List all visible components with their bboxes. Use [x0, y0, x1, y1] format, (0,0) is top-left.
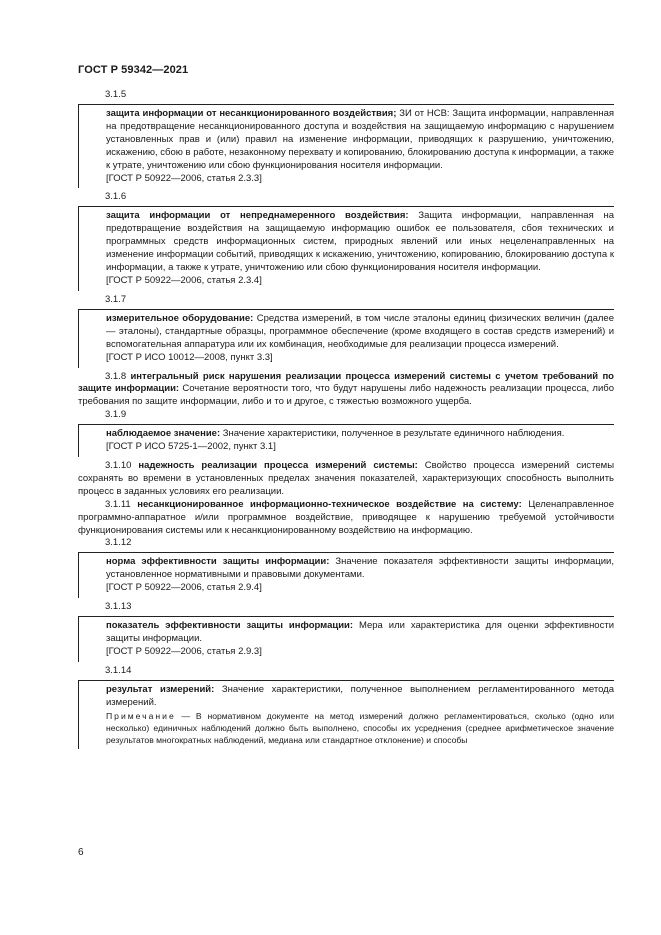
term-note — [106, 710, 614, 746]
term-definition: Свойство процесса измерений системы сохранять во времени в установленных пределах значения показателей, характеризующих способность выполнить процесс в заданных условиях его реализации. — [78, 460, 615, 497]
entry-number: 3.1.11 — [105, 498, 131, 510]
term-title: несанкционированное информационно-техническое воздействие на систему: — [137, 498, 522, 510]
entry-number: 3.1.10 — [105, 460, 132, 472]
term-definition: Сочетание вероятности того, что будут нарушены либо надежность реализации процесса, либо требования по защите информации, либо и то и другое, с тяжестью возможного ущерба. — [78, 383, 614, 408]
term-paragraph-3-1-8 — [78, 371, 614, 410]
term-definition: Защита информации, направленная на предотвращение воздействия на защищаемую информацию ошибок ее пользователя, сбоя технических и программных средств информационных систем, природных явлений или иных нецеленаправленных на изменение информации событий, приводящих к искажению, уничтожению, копированию, блокированию доступа к информации, а также к утрате, уничтожению или сбою функционирования носителя информации. — [106, 210, 614, 274]
term-reference: [ГОСТ Р ИСО 10012—2008, пункт 3.3] — [106, 351, 273, 363]
term-definition: Значение показателя эффективности защиты информации, установленное нормативными и правовыми документами. — [106, 556, 614, 581]
term-title: наблюдаемое значение: — [106, 428, 221, 440]
term-title: защита информации от непреднамеренного воздействия: — [106, 210, 409, 222]
term-box-3-1-12 — [78, 552, 614, 598]
term-definition: ЗИ от НСВ: Защита информации, направленная на предотвращение несанкционированного доступа и воздействия на защищаемую информацию с нарушением установленных прав и (или) правил на изменение информации, приводящих к разрушению, уничтожению, искажению, сбою в работе, незаконному перехвату и копированию, блокированию доступа к информации, а также к утрате, уничтожению или сбою функционирования носителя информации. — [106, 108, 615, 171]
note-label: Примечание — [106, 710, 176, 721]
term-reference: [ГОСТ Р 50922—2006, статья 2.9.3] — [106, 646, 262, 657]
entry-number: 3.1.13 — [105, 601, 132, 613]
note-text: — В нормативном документе на метод измерений должно регламентироваться, сколько (одно или несколько) единичных наблюдений должно быть выполнено, способы их усреднения (среднее арифметическое значение результатов многократных наблюдений, медиана или стандартное отклонение) и способы — [106, 710, 614, 745]
term-box-3-1-7 — [78, 309, 614, 368]
entry-number: 3.1.12 — [105, 537, 132, 549]
term-title: надежность реализации процесса измерений системы: — [138, 460, 418, 472]
entry-number: 3.1.5 — [105, 89, 127, 100]
term-paragraph-3-1-11 — [78, 499, 614, 538]
term-title: измерительное оборудование: — [106, 312, 254, 324]
term-box-3-1-13 — [78, 616, 614, 662]
term-reference: [ГОСТ Р 50922—2006, статья 2.3.3] — [106, 172, 262, 184]
page-number: 6 — [78, 847, 84, 858]
term-reference: [ГОСТ Р ИСО 5725-1—2002, пункт 3.1] — [106, 441, 276, 453]
term-title: норма эффективности защиты информации: — [106, 556, 330, 568]
term-title: показатель эффективности защиты информации: — [106, 620, 354, 632]
term-box-3-1-6 — [78, 206, 614, 290]
term-title: защита информации от несанкционированного воздействия; — [106, 108, 397, 119]
term-reference: [ГОСТ Р 50922—2006, статья 2.9.4] — [106, 582, 262, 594]
term-title: интегральный риск нарушения реализации процесса измерений системы с учетом требований по защите информации: — [78, 370, 614, 395]
term-definition: Средства измерений, в том числе эталоны единиц физических величин (далее — эталоны), стандартные образцы, программное обеспечение (кроме входящего в состав средств измерений) и вспомогательная аппаратура или их комбинация, необходимые для реализации процесса измерений. — [106, 312, 614, 350]
entry-number: 3.1.14 — [105, 664, 132, 676]
document-header: ГОСТ Р 59342—2021 — [78, 64, 189, 76]
entry-number: 3.1.7 — [105, 293, 127, 305]
entry-number: 3.1.9 — [105, 409, 127, 421]
term-box-3-1-9 — [78, 424, 614, 457]
document-body — [78, 89, 614, 752]
term-definition: Значение характеристики, полученное в результате единичного наблюдения. — [220, 428, 565, 440]
entry-number: 3.1.8 — [105, 370, 127, 382]
term-reference: [ГОСТ Р 50922—2006, статья 2.3.4] — [106, 274, 262, 286]
term-box-3-1-14 — [78, 680, 614, 749]
term-definition: Мера или характеристика для оценки эффективности защиты информации. — [106, 620, 615, 645]
term-title: результат измерений: — [106, 683, 215, 695]
term-box-3-1-5 — [78, 104, 614, 188]
entry-number: 3.1.6 — [105, 191, 127, 203]
term-definition: Целенаправленное программно-аппаратное и/или программное воздействие, приводящее к нарушению требуемой устойчивости функционирования системы или к несанкционированному воздействию на информацию. — [78, 498, 615, 536]
term-paragraph-3-1-10 — [78, 460, 614, 499]
term-definition: Значение характеристики, полученное выполнением регламентированного метода измерений. — [106, 683, 614, 708]
